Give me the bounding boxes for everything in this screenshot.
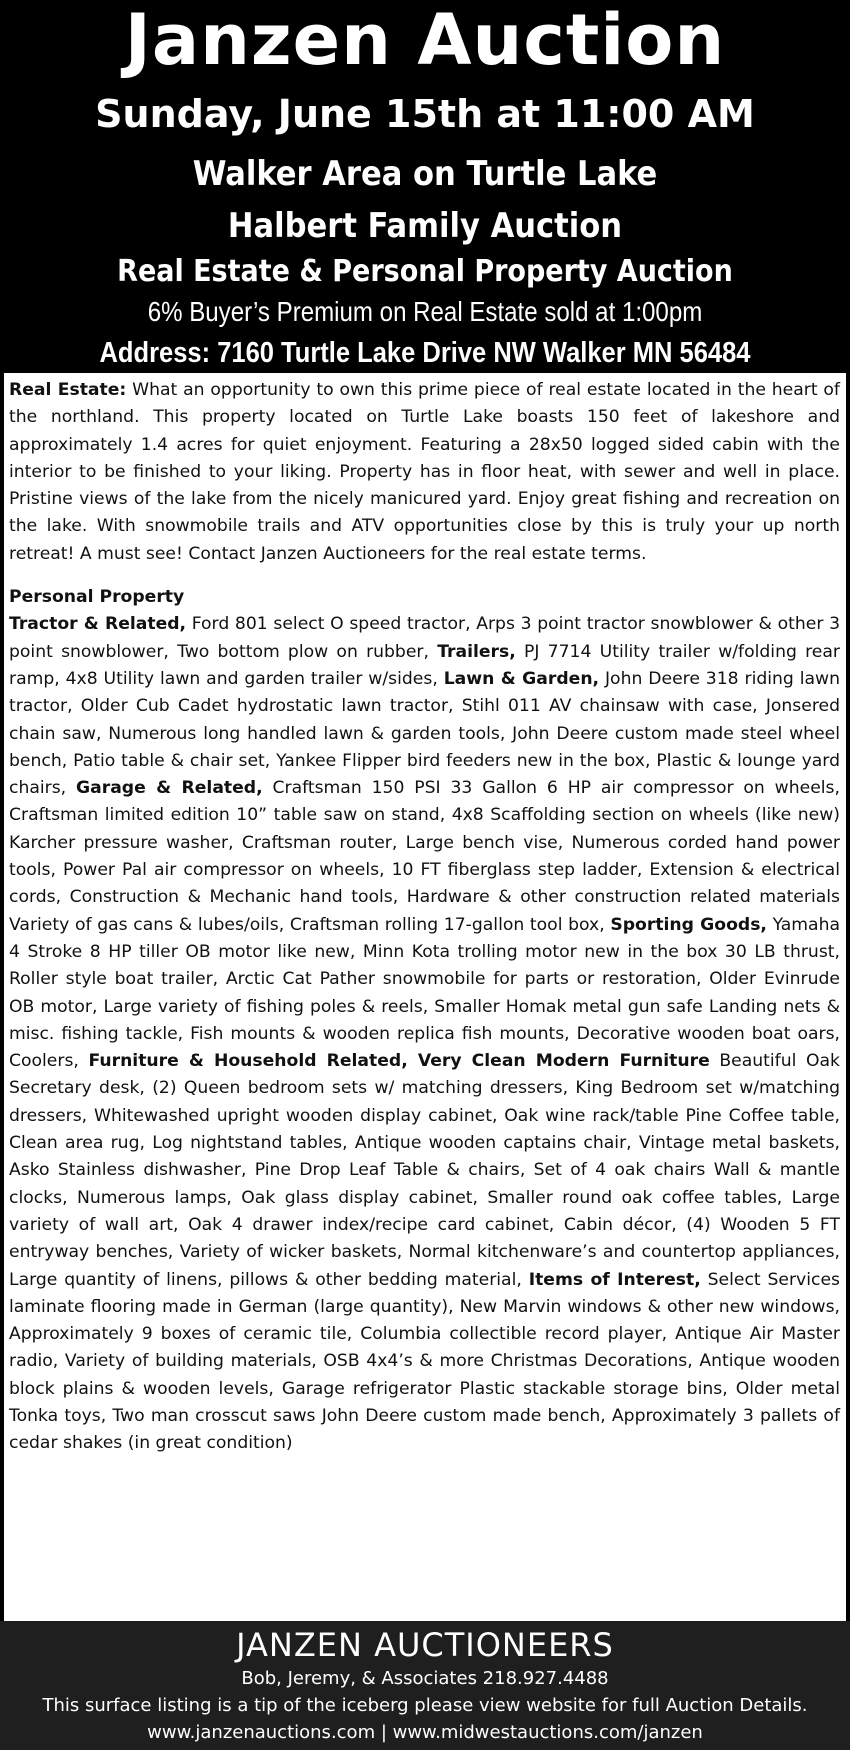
category-tractor: Tractor & Related, — [9, 614, 187, 635]
auction-title: Janzen Auction — [124, 0, 726, 81]
tractor-items: Ford 801 select O speed tractor, Arps 3 point tractor snowblower & other 3 point snowblower, Two bottom plow on rubber, — [9, 614, 840, 662]
category-sporting-goods: Sporting Goods, — [610, 914, 767, 935]
category-items-of-interest: Items of Interest, — [528, 1269, 701, 1290]
auction-address: Address: 7160 Turtle Lake Drive NW Walker MN 56484 — [99, 337, 751, 369]
trailers-items: PJ 7714 Utility trailer w/folding rear ramp, 4x8 Utility lawn and garden trailer w/sides, — [9, 641, 840, 689]
listing-body — [4, 373, 846, 1621]
auction-family: Halbert Family Auction — [227, 206, 623, 246]
footer-banner — [0, 1621, 850, 1750]
website-links[interactable]: www.janzenauctions.com | www.midwestauctions.com/janzen — [147, 1722, 703, 1743]
category-trailers: Trailers, — [437, 641, 516, 662]
sporting-goods-items: Yamaha 4 Stroke 8 HP tiller OB motor like new, Minn Kota trolling motor new in the box 30 LB thrust, Roller style boat trailer, Arctic Cat Pather snowmobile for parts or restoration, Older Evinrude OB motor, Large variety of fishing poles & reels, Smaller Homak metal gun safe Landing nets & misc. fishing tackle, Fish mounts & wooden replica fish mounts, Decorative wooden boat oars, Coolers, — [9, 914, 840, 1072]
notice-line: This surface listing is a tip of the iceberg please view website for full Auction Details. — [42, 1695, 808, 1716]
header-banner — [0, 0, 850, 373]
furniture-items: Beautiful Oak Secretary desk, (2) Queen bedroom sets w/ matching dressers, King Bedroom set w/matching dressers, Whitewashed upright wooden display cabinet, Oak wine rack/table Pine Coffee table, Clean area rug, Log nightstand tables, Antique wooden captains chair, Vintage metal baskets, Asko Stainless dishwasher, Pine Drop Leaf Table & chairs, Set of 4 oak chairs Wall & mantle clocks, Numerous lamps, Oak glass display cabinet, Smaller round oak coffee tables, Large variety of wall art, Oak 4 drawer index/recipe card cabinet, Cabin décor, (4) Wooden 5 FT entryway benches, Variety of wicker baskets, Normal kitchenware’s and countertop appliances, Large quantity of linens, pillows & other bedding material, — [9, 1051, 841, 1290]
personal-property-paragraph — [9, 611, 840, 1457]
real-estate-text: What an opportunity to own this prime piece of real estate located in the heart of the northland. This property located on Turtle Lake boasts 150 feet of lakeshore and approximately 1.4 acres for quiet enjoyment. Featuring a 28x50 logged sided cabin with the interior to be finished to your liking. Property has in floor heat, with sewer and well in place. Pristine views of the lake from the nicely manicured yard. Enjoy great fishing and recreation on the lake. With snowmobile trails and ATV opportunities close by this is truly your up north retreat! A must see! Contact Janzen Auctioneers for the real estate terms. — [9, 380, 840, 564]
contact-line: Bob, Jeremy, & Associates 218.927.4488 — [241, 1668, 609, 1689]
category-garage: Garage & Related, — [76, 778, 263, 799]
auction-type: Real Estate & Personal Property Auction — [117, 254, 733, 289]
lawn-garden-items: John Deere 318 riding lawn tractor, Older Cub Cadet hydrostatic lawn tractor, Stihl 011 AV chainsaw with case, Jonsered chain saw, Numerous long handled lawn & garden tools, John Deere custom made steel wheel bench, Patio table & chair set, Yankee Flipper bird feeders new in the box, Plastic & lounge yard chairs, — [9, 668, 840, 799]
section-spacer — [9, 568, 840, 584]
real-estate-label: Real Estate: — [9, 380, 127, 400]
company-name: JANZEN AUCTIONEERS — [236, 1626, 614, 1664]
personal-property-heading — [9, 584, 840, 611]
category-furniture: Furniture & Household Related, Very Clean Modern Furniture — [88, 1051, 710, 1072]
buyers-premium: 6% Buyer’s Premium on Real Estate sold at 1:00pm — [147, 296, 703, 327]
category-lawn-garden: Lawn & Garden, — [443, 668, 600, 689]
personal-property-heading-text: Personal Property — [9, 587, 185, 608]
items-of-interest-items: Select Services laminate flooring made in German (large quantity), New Marvin windows & other new windows, Approximately 9 boxes of ceramic tile, Columbia collectible record player, Antique Air Master radio, Variety of building materials, OSB 4x4’s & more Christmas Decorations, Antique wooden block plains & wooden levels, Garage refrigerator Plastic stackable storage bins, Older metal Tonka toys, Two man crosscut saws John Deere custom made bench, Approximately 3 pallets of cedar shakes (in great condition) — [9, 1269, 840, 1454]
auction-date: Sunday, June 15th at 11:00 AM — [95, 92, 755, 136]
real-estate-paragraph — [9, 377, 840, 568]
garage-items: Craftsman 150 PSI 33 Gallon 6 HP air compressor on wheels, Craftsman limited edition 10” table saw on stand, 4x8 Scaffolding section on wheels (like new) Karcher pressure washer, Craftsman router, Large bench vise, Numerous corded hand power tools, Power Pal air compressor on wheels, 10 FT fiberglass step ladder, Extension & electrical cords, Construction & Mechanic hand tools, Hardware & other construction related materials Variety of gas cans & lubes/oils, Craftsman rolling 17-gallon tool box, — [9, 778, 840, 935]
auction-location: Walker Area on Turtle Lake — [192, 154, 658, 194]
